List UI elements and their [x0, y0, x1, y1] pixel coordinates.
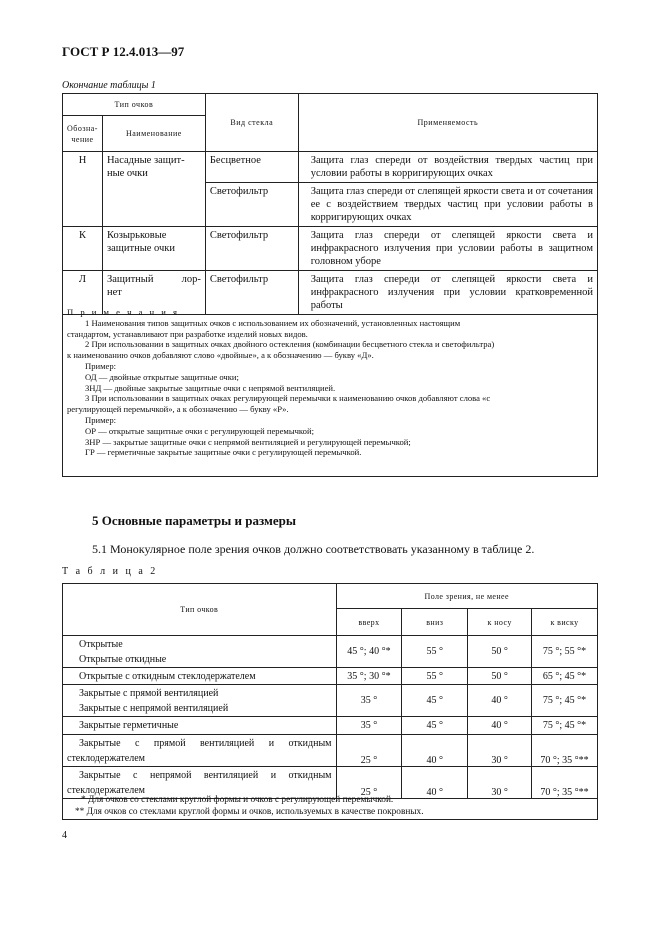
- table2-cell-up: 35 °; 30 °*: [336, 668, 402, 685]
- table1-cell-use: Защита глаз спереди от слепящей яркости света и инфракрасного излучения при условии кратковременной работы: [298, 271, 597, 315]
- note-line: регулирующей перемычкой», а к обозначению — букву «Р».: [67, 404, 289, 415]
- table2-header-nose: к носу: [468, 609, 532, 636]
- table2-cell-down: 40 °: [402, 735, 468, 767]
- table1-notes: [62, 301, 598, 477]
- table2-cell-type: [63, 735, 337, 767]
- table1-cell-code: Л: [63, 271, 103, 315]
- table2-cell-temple: 75 °; 55 °*: [532, 636, 598, 668]
- table1-cell-use: Защита глаз спереди от слепящей яркости света и инфракрасного излучения при условии работы в защитном головном уборе: [298, 227, 597, 271]
- footnote-line: * Для очков со стеклами круглой формы и очков с регулирующей перемычкой.: [81, 795, 394, 805]
- type-line: стеклодержателем: [67, 785, 145, 796]
- table2-cell-nose: 50 °: [468, 668, 532, 685]
- table1-cell-glass: Бесцветное: [205, 152, 298, 183]
- note-line: Пример:: [85, 414, 117, 425]
- table1-cell-use: Защита глаз спереди от слепящей яркости света и от сочетания ее с воздействием твердых частиц при условии работы в корригирующих очках: [298, 183, 597, 227]
- table1-header-use: Применяемость: [298, 94, 597, 152]
- table2-cell-nose: 40 °: [468, 717, 532, 735]
- table1-cell-glass: Светофильтр: [205, 183, 298, 227]
- table2-caption: Т а б л и ц а 2: [62, 566, 158, 577]
- type-line: Открытые: [79, 639, 123, 650]
- table1-cell-code: Н: [63, 152, 103, 227]
- table2-cell-temple: 75 °; 45 °*: [532, 717, 598, 735]
- type-line: Закрытые с прямой вентиляцией и откидным: [79, 738, 332, 749]
- table2-header-type: Тип очков: [63, 584, 337, 636]
- page-number: 4: [62, 830, 67, 841]
- table2-header-temple: к виску: [532, 609, 598, 636]
- type-line: Закрытые с непрямой вентиляцией: [79, 703, 229, 714]
- note-line: 3 При использовании в защитных очках регулирующей перемычки к наименованию очков добавляют слова «с: [85, 393, 491, 404]
- note-line: ОР — открытые защитные очки с регулирующей перемычкой;: [85, 425, 314, 436]
- paragraph-5-1: 5.1 Монокулярное поле зрения очков должно соответствовать указанному в таблице 2.: [92, 542, 535, 556]
- table-row: [63, 685, 598, 717]
- table2-cell-nose: 30 °: [468, 767, 532, 799]
- table2-cell-up: 45 °; 40 °*: [336, 636, 402, 668]
- table2-cell-down: 45 °: [402, 717, 468, 735]
- table2-cell-nose: 40 °: [468, 685, 532, 717]
- note-line: к наименованию очков добавляют слово «двойные», а к обозначению — букву «Д».: [67, 350, 374, 361]
- table2-cell-type: [63, 685, 337, 717]
- table2-cell-temple: 75 °; 45 °*: [532, 685, 598, 717]
- table1-cell-glass: Светофильтр: [205, 227, 298, 271]
- type-line: стеклодержателем: [67, 753, 145, 764]
- table1: [62, 93, 598, 315]
- table2-cell-up: 35 °: [336, 717, 402, 735]
- table2-cell-type: Открытые с откидным стеклодержателем: [63, 668, 337, 685]
- table2-cell-temple: 70 °; 35 °**: [532, 767, 598, 799]
- table-row: [63, 636, 598, 668]
- note-line: ГР — герметичные закрытые защитные очки с регулирующей перемычкой.: [85, 447, 362, 458]
- table2-cell-temple: 65 °; 45 °*: [532, 668, 598, 685]
- table1-header-code: Обозна- чение: [63, 116, 103, 152]
- table2-header-up: вверх: [336, 609, 402, 636]
- note-line: ЗНД — двойные закрытые защитные очки с непрямой вентиляцией.: [85, 382, 336, 393]
- note-line: 2 При использовании в защитных очках двойного остекления (комбинации бесцветного стекла и светофильтра): [85, 339, 495, 350]
- table1-cell-use: Защита глаз спереди от воздействия твердых частиц при условии работы в корригирующих очках: [298, 152, 597, 183]
- table2-cell-up: 25 °: [336, 735, 402, 767]
- table1-header-glass: Вид стекла: [205, 94, 298, 152]
- note-line: ОД — двойные открытые защитные очки;: [85, 371, 239, 382]
- section-title: 5 Основные параметры и размеры: [92, 513, 297, 528]
- type-line: Закрытые с прямой вентиляцией: [79, 688, 219, 699]
- table2-cell-type: Закрытые герметичные: [63, 717, 337, 735]
- table2-cell-up: 35 °: [336, 685, 402, 717]
- table2-footnotes: [62, 793, 598, 820]
- note-line: 1 Наименования типов защитных очков с использованием их обозначений, установленных настоящим: [85, 317, 461, 328]
- notes-title: П р и м е ч а н и я: [67, 307, 180, 317]
- table2-cell-down: 40 °: [402, 767, 468, 799]
- table2-cell-down: 55 °: [402, 668, 468, 685]
- type-line: Закрытые с непрямой вентиляцией и откидным: [79, 770, 332, 781]
- table1-caption: Окончание таблицы 1: [62, 80, 156, 91]
- note-line: ЗНР — закрытые защитные очки с непрямой вентиляцией и регулирующей перемычкой;: [85, 436, 411, 447]
- table2: [62, 583, 598, 799]
- note-line: стандартом, устанавливают при разработке изделий новых видов.: [67, 328, 308, 339]
- footnote-line: ** Для очков со стеклами круглой формы и очков, используемых в качестве покровных.: [75, 807, 424, 817]
- document-header: ГОСТ Р 12.4.013—97: [62, 44, 185, 59]
- table1-cell-code: К: [63, 227, 103, 271]
- note-line: Пример:: [85, 360, 117, 371]
- table-row: [63, 227, 598, 271]
- table2-header-field: Поле зрения, не менее: [336, 584, 598, 609]
- table2-cell-temple: 70 °; 35 °**: [532, 735, 598, 767]
- table2-cell-type: [63, 636, 337, 668]
- table1-cell-glass: Светофильтр: [205, 271, 298, 315]
- table2-cell-nose: 50 °: [468, 636, 532, 668]
- table1-header-name: Наименование: [102, 116, 205, 152]
- table1-header-type: Тип очков: [63, 94, 206, 116]
- table2-cell-up: 25 °: [336, 767, 402, 799]
- table1-cell-name: Защитный лор- нет: [102, 271, 205, 315]
- table2-cell-nose: 30 °: [468, 735, 532, 767]
- table2-cell-down: 55 °: [402, 636, 468, 668]
- table2-header-down: вниз: [402, 609, 468, 636]
- table-row: [63, 668, 598, 685]
- table2-cell-down: 45 °: [402, 685, 468, 717]
- table1-cell-name: Козырьковые защитные очки: [102, 227, 205, 271]
- table-row: [63, 152, 598, 183]
- type-line: Открытые откидные: [79, 654, 167, 665]
- table1-cell-name: Насадные защит- ные очки: [102, 152, 205, 227]
- table-row: [63, 735, 598, 767]
- table-row: [63, 717, 598, 735]
